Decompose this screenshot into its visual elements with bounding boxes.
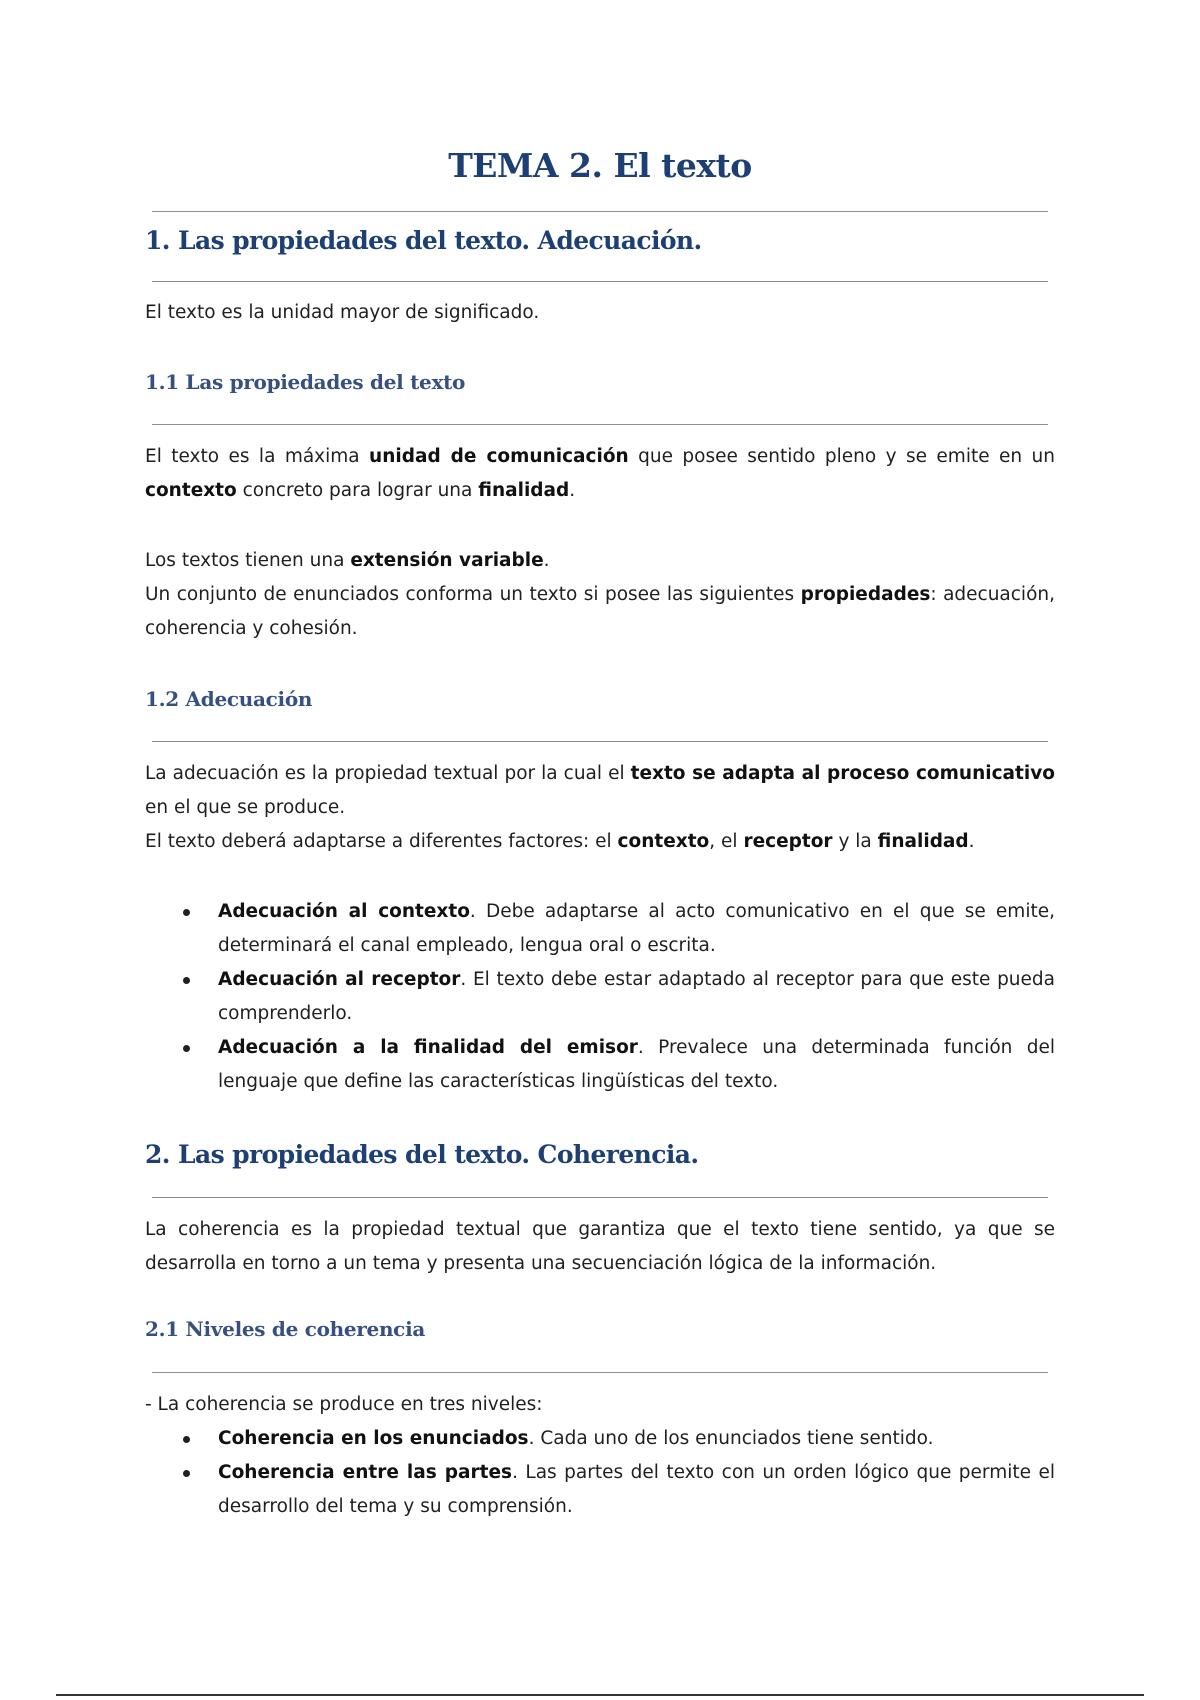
divider [152, 741, 1048, 742]
list-item: Adecuación a la finalidad del emisor. Prevalece una determinada función del lenguaje que define las características lingüísticas del texto. [218, 1031, 1055, 1099]
divider [152, 424, 1048, 425]
list-item: Adecuación al contexto. Debe adaptarse al acto comunicativo en el que se emite, determinará el canal empleado, lengua oral o escrita. [218, 895, 1055, 963]
section-2-intro: La coherencia es la propiedad textual que garantiza que el texto tiene sentido, ya que se desarrolla en torno a un tema y presenta una secuenciación lógica de la información. [145, 1219, 1055, 1274]
paragraph: El texto es la máxima unidad de comunicación que posee sentido pleno y se emite en un contexto concreto para lograr una finalidad. [145, 446, 1055, 501]
paragraph: Un conjunto de enunciados conforma un texto si posee las siguientes propiedades: adecuación, coherencia y cohesión. [145, 584, 1055, 639]
section-2-heading: 2. Las propiedades del texto. Coherencia. [145, 1140, 699, 1169]
paragraph: El texto deberá adaptarse a diferentes factores: el contexto, el receptor y la finalidad. [145, 831, 975, 852]
paragraph: La adecuación es la propiedad textual por la cual el texto se adapta al proceso comunicativo en el que se produce. [145, 763, 1055, 818]
list-item: Adecuación al receptor. El texto debe estar adaptado al receptor para que este pueda comprenderlo. [218, 963, 1055, 1031]
divider [152, 1197, 1048, 1198]
page-bottom-rule [56, 1694, 1144, 1696]
document-title: TEMA 2. El texto [448, 146, 752, 185]
section-1-2-heading: 1.2 Adecuación [145, 687, 313, 711]
section-1-intro: El texto es la unidad mayor de significado. [145, 302, 540, 323]
section-1-heading: 1. Las propiedades del texto. Adecuación. [145, 226, 702, 255]
paragraph: - La coherencia se produce en tres niveles: [145, 1394, 543, 1415]
section-1-1-heading: 1.1 Las propiedades del texto [145, 370, 466, 394]
divider [152, 211, 1048, 212]
list-item: Coherencia en los enunciados. Cada uno de los enunciados tiene sentido. [218, 1422, 1055, 1456]
list-item: Coherencia entre las partes. Las partes del texto con un orden lógico que permite el desarrollo del tema y su comprensión. [218, 1456, 1055, 1524]
divider [152, 281, 1048, 282]
coherencia-list [145, 1422, 1055, 1524]
paragraph: Los textos tienen una extensión variable. [145, 550, 550, 571]
adecuacion-list [145, 895, 1055, 1099]
divider [152, 1372, 1048, 1373]
section-2-1-heading: 2.1 Niveles de coherencia [145, 1317, 426, 1341]
